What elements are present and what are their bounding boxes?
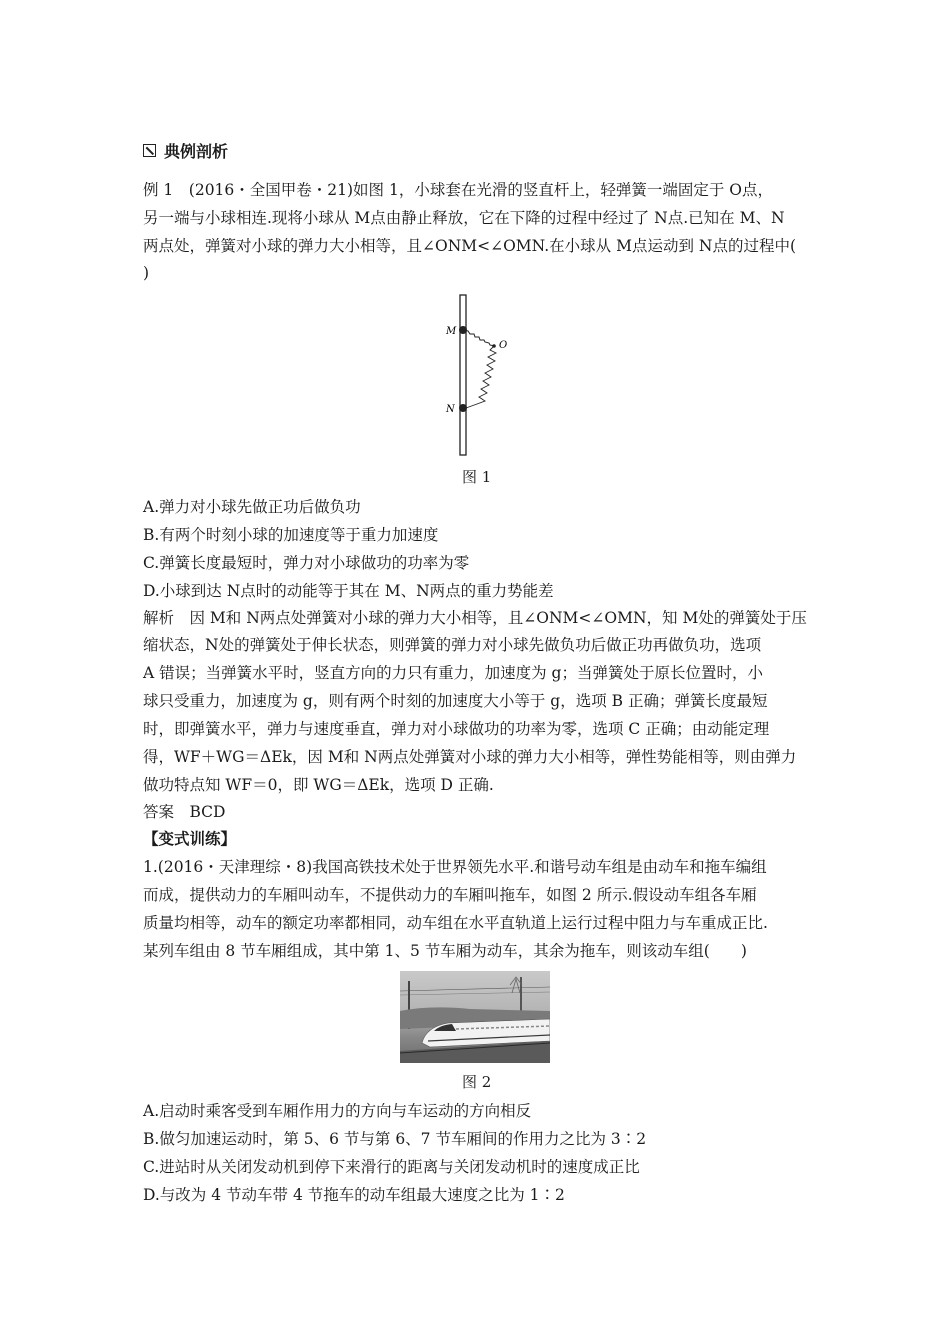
analysis-line-7: 做功特点知 WF＝0，即 WG＝ΔEk，选项 D 正确. [143, 776, 494, 794]
example1-line-2: 另一端与小球相连.现将小球从 M点由静止释放，它在下降的过程中经过了 N点.已知在 M、N [143, 209, 785, 227]
label-o: O [499, 340, 508, 351]
example1-line-4: ) [143, 264, 150, 282]
analysis-line-1: 解析 因 M和 N两点处弹簧对小球的弹力大小相等，且∠ONM<∠OMN，知 M处的弹簧处于压 [143, 609, 807, 627]
figure-2-caption: 图 2 [462, 1073, 492, 1091]
overhead-wire-2 [400, 992, 550, 995]
analysis-line-5: 时，即弹簧水平，弹力与速度垂直，弹力对小球做功的功率为零，选项 C 正确；由动能定理 [143, 720, 770, 738]
vertical-rod [460, 295, 466, 455]
variant-line-1: 1.(2016・天津理综・8)我国高铁技术处于世界领先水平.和谐号动车组是由动车和拖车编组 [143, 858, 767, 876]
example1-option-b: B.有两个时刻小球的加速度等于重力加速度 [143, 526, 439, 544]
analysis-line-4: 球只受重力，加速度为 g，则有两个时刻的加速度大小等于 g，选项 B 正确；弹簧长度最短 [143, 692, 768, 710]
variant-line-4: 某列车组由 8 节车厢组成，其中第 1、5 节车厢为动车，其余为拖车，则该动车组( ) [143, 942, 747, 960]
fixed-point-o [492, 344, 496, 348]
variant-training-title: 【变式训练】 [143, 829, 237, 848]
section-title: 典例剖析 [164, 141, 229, 161]
section-marker-icon [143, 144, 156, 157]
example1-option-c: C.弹簧长度最短时，弹力对小球做功的功率为零 [143, 554, 470, 572]
section-heading [143, 139, 228, 161]
example1-answer: 答案 BCD [143, 803, 226, 821]
figure-2-train-photo [400, 971, 550, 1063]
variant-option-d: D.与改为 4 节动车带 4 节拖车的动车组最大速度之比为 1∶2 [143, 1186, 565, 1204]
ball-at-n [459, 404, 467, 412]
example1-option-a: A.弹力对小球先做正功后做负功 [143, 498, 361, 516]
variant-option-b: B.做匀加速运动时，第 5、6 节与第 6、7 节车厢间的作用力之比为 3∶2 [143, 1130, 647, 1148]
label-n: N [446, 404, 455, 415]
example1-option-d: D.小球到达 N点时的动能等于其在 M、N两点的重力势能差 [143, 582, 554, 600]
example1-line-3: 两点处，弹簧对小球的弹力大小相等，且∠ONM<∠OMN.在小球从 M点运动到 N点的过程中( [143, 237, 797, 255]
figure-1-caption: 图 1 [462, 468, 492, 486]
spring-upper [463, 330, 494, 346]
ball-at-m [459, 326, 467, 334]
analysis-line-6: 得，WF＋WG＝ΔEk，因 M和 N两点处弹簧对小球的弹力大小相等，弹性势能相等，则由弹力 [143, 748, 797, 766]
variant-option-c: C.进站时从关闭发动机到停下来滑行的距离与关闭发动机时的速度成正比 [143, 1158, 640, 1176]
example1-line-1: 例 1 (2016・全国甲卷・21)如图 1，小球套在光滑的竖直杆上，轻弹簧一端固定于 O点， [143, 181, 773, 199]
spring-lower [466, 346, 496, 408]
train-illustration [400, 971, 550, 1063]
figure-1-diagram [430, 290, 530, 460]
analysis-line-2: 缩状态，N处的弹簧处于伸长状态，则弹簧的弹力对小球先做负功后做正功再做负功，选项 [143, 636, 762, 654]
analysis-line-3: A 错误；当弹簧水平时，竖直方向的力只有重力，加速度为 g；当弹簧处于原长位置时，小 [143, 664, 763, 682]
overhead-wire [400, 987, 550, 991]
label-m: M [446, 326, 457, 337]
variant-line-3: 质量均相等，动车的额定功率都相同，动车组在水平直轨道上运行过程中阻力与车重成正比. [143, 914, 768, 932]
variant-option-a: A.启动时乘客受到车厢作用力的方向与车运动的方向相反 [143, 1102, 532, 1120]
variant-line-2: 而成，提供动力的车厢叫动车，不提供动力的车厢叫拖车，如图 2 所示.假设动车组各车厢 [143, 886, 757, 904]
